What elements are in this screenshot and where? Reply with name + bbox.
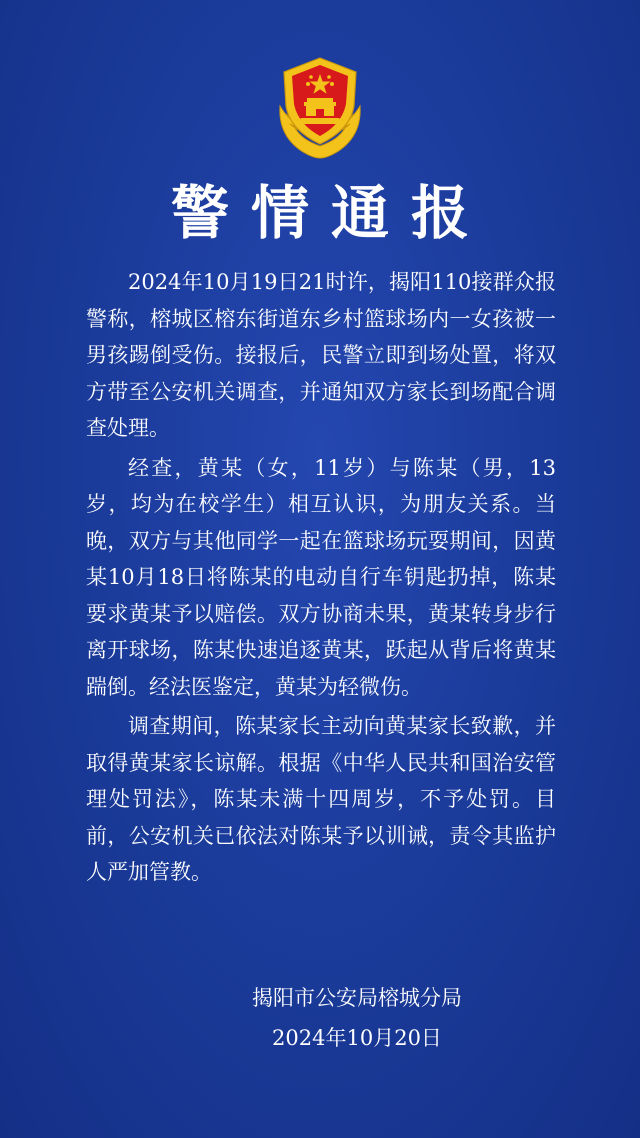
notice-signature [0,978,640,1058]
notice-title: 警情通报 [170,179,491,247]
issue-date: 2024年10月20日 [272,1026,442,1050]
notice-paragraph: 调查期间，陈某家长主动向黄某家长致歉，并取得黄某家长谅解。根据《中华人民共和国治安管理处罚法》，陈某未满十四周岁，不予处罚。目前，公安机关已依法对陈某予以训诫，责令其监护人严加管教。 [86,714,556,884]
issuer-name: 揭阳市公安局榕城分局 [252,986,462,1010]
notice-paragraph: 经查，黄某（女，11岁）与陈某（男，13岁，均为在校学生）相互认识，为朋友关系。当晚，双方与其他同学一起在篮球场玩耍期间，因黄某10月18日将陈某的电动自行车钥匙扔掉，陈某要求黄某予以赔偿。双方协商未果，黄某转身步行离开球场，陈某快速追逐黄某，跃起从背后将黄某踹倒。经法医鉴定，黄某为轻微伤。 [86,455,556,699]
notice-body [86,264,556,894]
notice-paragraph: 2024年10月19日21时许，揭阳110接群众报警称，榕城区榕东街道东乡村篮球场内一女孩被一男孩踢倒受伤。接报后，民警立即到场处置，将双方带至公安机关调查，并通知双方家长到场配合调查处理。 [86,270,556,440]
police-emblem-icon [270,54,370,162]
